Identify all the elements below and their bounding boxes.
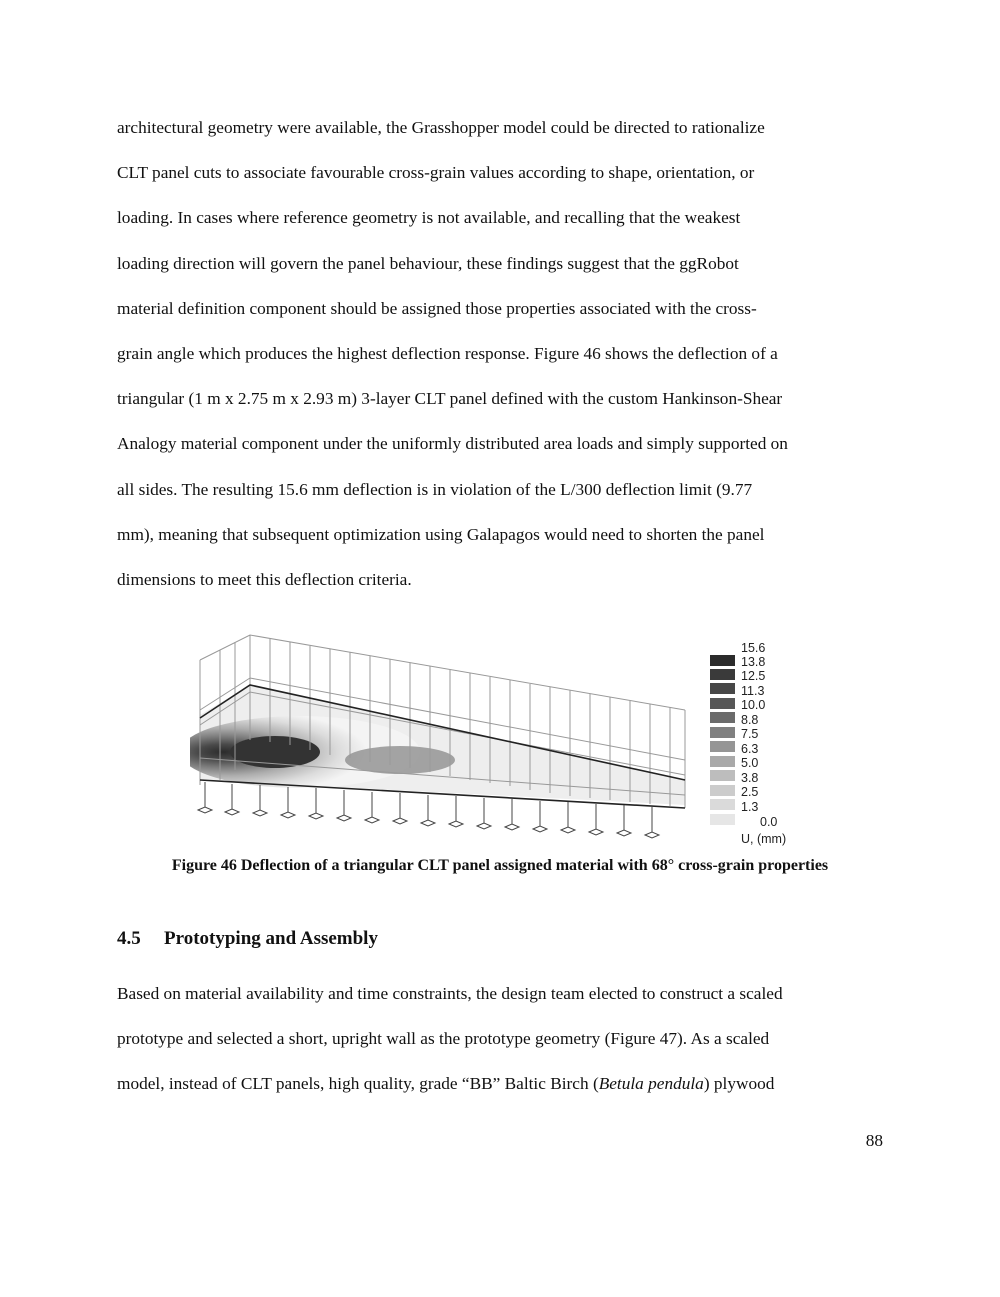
legend-swatch <box>710 770 735 781</box>
text-line: architectural geometry were available, the Grasshopper model could be directed to rationalize <box>117 118 765 137</box>
species-name: Betula pendula <box>598 1074 704 1093</box>
legend-swatch <box>710 756 735 767</box>
legend-swatch <box>710 698 735 709</box>
legend-unit-label: U, (mm) <box>741 832 787 846</box>
legend-value: 6.3 <box>741 742 759 756</box>
section-number: 4.5 <box>117 928 141 949</box>
text-line: Based on material availability and time constraints, the design team elected to construct a scaled <box>117 984 783 1003</box>
text-line: grain angle which produces the highest deflection response. Figure 46 shows the deflection of a <box>117 344 778 363</box>
text-line: prototype and selected a short, upright wall as the prototype geometry (Figure 47). As a scaled <box>117 1029 770 1048</box>
legend-swatch <box>710 712 735 723</box>
legend-value: 15.6 <box>741 641 766 655</box>
panel-mesh-plot <box>190 630 710 845</box>
legend-swatch <box>710 741 735 752</box>
legend-value: 0.0 <box>760 815 778 829</box>
legend-value: 7.5 <box>741 727 759 741</box>
legend-value: 5.0 <box>741 756 759 770</box>
legend-swatch <box>710 683 735 694</box>
legend-value: 8.8 <box>741 713 759 727</box>
text-line: loading. In cases where reference geometry is not available, and recalling that the weakest <box>117 208 741 227</box>
page-number: 88 <box>865 1131 883 1150</box>
figure-caption: Figure 46 Deflection of a triangular CLT panel assigned material with 68° cross-grain properties <box>171 857 829 874</box>
text-line: loading direction will govern the panel behaviour, these findings suggest that the ggRobot <box>117 254 739 273</box>
section-title: Prototyping and Assembly <box>164 928 378 949</box>
text-line: material definition component should be assigned those properties associated with the cross- <box>117 299 757 318</box>
legend-value: 12.5 <box>741 669 766 683</box>
legend-value: 11.3 <box>741 684 765 698</box>
text-line <box>117 1074 774 1094</box>
legend-value: 13.8 <box>741 655 766 669</box>
text-line: CLT panel cuts to associate favourable cross-grain values according to shape, orientation, or <box>117 163 755 182</box>
deflection-legend <box>708 640 818 850</box>
legend-value: 10.0 <box>741 698 766 712</box>
legend-swatch <box>710 799 735 810</box>
text-line: mm), meaning that subsequent optimization using Galapagos would need to shorten the panel <box>117 525 765 544</box>
text-line: dimensions to meet this deflection criteria. <box>117 570 412 589</box>
text-line: Analogy material component under the uniformly distributed area loads and simply supported on <box>117 434 788 453</box>
legend-value: 1.3 <box>741 800 759 814</box>
legend-swatch <box>710 727 735 738</box>
legend-value: 2.5 <box>741 785 759 799</box>
legend-swatch <box>710 785 735 796</box>
text-line: all sides. The resulting 15.6 mm deflection is in violation of the L/300 deflection limit (9.77 <box>117 480 753 499</box>
text-line: triangular (1 m x 2.75 m x 2.93 m) 3-layer CLT panel defined with the custom Hankinson-Shear <box>117 389 783 408</box>
legend-swatch <box>710 814 735 825</box>
section-heading <box>117 928 378 950</box>
text-span: ) plywood <box>703 1074 775 1093</box>
legend-swatch <box>710 669 735 680</box>
legend-swatch <box>710 655 735 666</box>
legend-value: 3.8 <box>741 771 759 785</box>
text-span: model, instead of CLT panels, high quality, grade “BB” Baltic Birch ( <box>117 1074 599 1093</box>
